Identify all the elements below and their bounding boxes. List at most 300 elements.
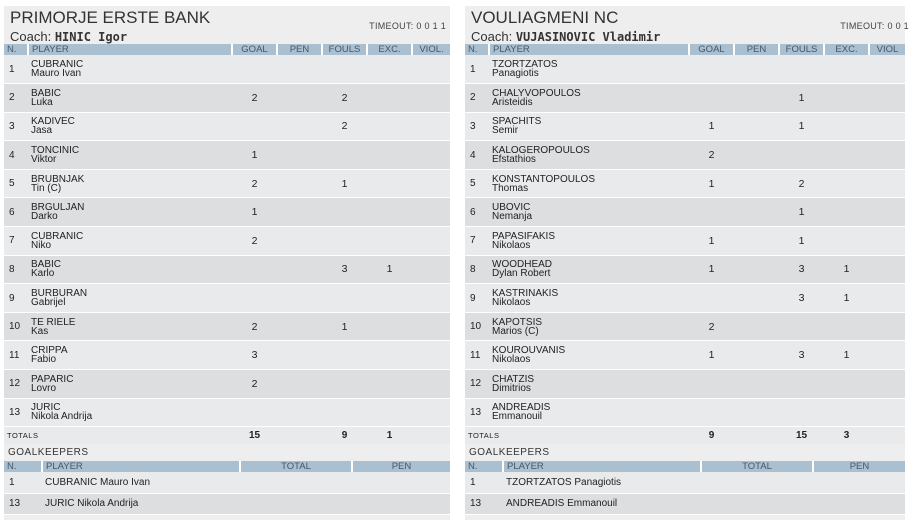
player-goal <box>232 284 277 313</box>
team-panel-away <box>465 6 909 520</box>
player-viol <box>412 227 450 256</box>
player-number: 9 <box>465 284 489 313</box>
player-exc <box>824 398 869 427</box>
gk-col-header-total: TOTAL <box>240 461 352 472</box>
player-first-name: Kas <box>31 325 49 337</box>
player-row <box>465 112 905 141</box>
player-stats-table <box>4 44 450 444</box>
player-fouls: 3 <box>779 284 824 313</box>
player-last-name: BURBURAN <box>31 288 88 300</box>
player-fouls <box>779 141 824 170</box>
player-last-name: BRUBNJAK <box>31 173 85 185</box>
player-first-name: Niko <box>31 239 52 251</box>
timeout-indicator <box>369 21 446 31</box>
player-row <box>4 227 450 256</box>
player-first-name: Fabio <box>31 354 57 366</box>
goalkeeper-number: 13 <box>465 493 503 514</box>
total-goal: 15 <box>232 427 277 444</box>
player-last-name: SPACHITS <box>492 116 542 128</box>
player-number: 10 <box>4 312 28 341</box>
totals-label: TOTALS <box>4 427 232 444</box>
col-header-player: PLAYER <box>489 44 689 55</box>
player-fouls: 3 <box>779 255 824 284</box>
player-goal: 3 <box>232 341 277 370</box>
goalkeeper-total <box>701 493 813 514</box>
goalkeeper-name: ANDREADIS Emmanouil <box>503 493 701 514</box>
player-viol <box>412 312 450 341</box>
player-name <box>489 169 689 198</box>
player-goal: 2 <box>232 84 277 113</box>
player-number: 12 <box>4 370 28 399</box>
player-fouls: 1 <box>322 169 367 198</box>
player-pen <box>734 398 779 427</box>
player-pen <box>277 255 322 284</box>
player-first-name: Darko <box>31 211 58 223</box>
player-name <box>489 312 689 341</box>
player-exc <box>824 141 869 170</box>
player-exc <box>367 169 412 198</box>
player-row <box>4 55 450 84</box>
player-number: 2 <box>465 84 489 113</box>
player-goal: 2 <box>232 312 277 341</box>
player-pen <box>734 227 779 256</box>
player-number: 7 <box>4 227 28 256</box>
col-header-number: N. <box>465 44 489 55</box>
player-first-name: Efstathios <box>492 154 536 166</box>
player-pen <box>277 55 322 84</box>
player-pen <box>734 255 779 284</box>
coach-name: VUJASINOVIC Vladimir <box>515 30 661 44</box>
player-fouls: 3 <box>779 341 824 370</box>
player-goal: 1 <box>689 227 734 256</box>
player-number: 3 <box>465 112 489 141</box>
col-header-fouls: FOULS <box>779 44 824 55</box>
goalkeeper-row <box>4 472 450 493</box>
player-viol <box>412 398 450 427</box>
player-row <box>465 84 905 113</box>
player-number: 1 <box>4 55 28 84</box>
player-exc <box>367 84 412 113</box>
timeout-label: TIMEOUT: <box>840 21 885 31</box>
goalkeepers-table <box>465 461 905 515</box>
player-name <box>28 112 232 141</box>
player-goal: 1 <box>689 112 734 141</box>
player-fouls <box>322 141 367 170</box>
player-fouls: 2 <box>779 169 824 198</box>
player-pen <box>277 227 322 256</box>
total-exc: 3 <box>824 427 869 444</box>
player-row <box>4 370 450 399</box>
total-goal: 9 <box>689 427 734 444</box>
player-name <box>28 84 232 113</box>
player-viol <box>412 341 450 370</box>
player-row <box>4 312 450 341</box>
player-pen <box>734 284 779 313</box>
gk-col-header-player: PLAYER <box>42 461 240 472</box>
coach <box>471 29 660 44</box>
player-pen <box>277 370 322 399</box>
player-goal <box>689 55 734 84</box>
timeout-values: 0 0 1 <box>887 21 909 31</box>
player-name <box>489 198 689 227</box>
player-last-name: BABIC <box>31 87 62 99</box>
goalkeeper-name: CUBRANIC Mauro Ivan <box>42 472 240 493</box>
player-goal <box>232 398 277 427</box>
player-fouls: 2 <box>322 84 367 113</box>
player-name <box>489 141 689 170</box>
player-last-name: BRGULJAN <box>31 202 85 214</box>
player-exc <box>824 227 869 256</box>
gk-col-header-total: TOTAL <box>701 461 813 472</box>
player-last-name: KOUROUVANIS <box>492 345 566 357</box>
player-first-name: Nikolaos <box>492 297 531 309</box>
player-viol <box>869 112 905 141</box>
player-exc <box>824 370 869 399</box>
player-exc <box>367 370 412 399</box>
player-first-name: Emmanouil <box>492 411 543 423</box>
player-fouls <box>322 284 367 313</box>
player-row <box>4 169 450 198</box>
player-name <box>28 55 232 84</box>
player-exc <box>367 55 412 84</box>
player-first-name: Nikola Andrija <box>31 411 93 423</box>
goalkeeper-row <box>4 493 450 514</box>
player-row <box>465 370 905 399</box>
player-first-name: Dylan Robert <box>492 268 551 280</box>
player-exc <box>824 84 869 113</box>
player-last-name: PAPARIC <box>31 373 74 385</box>
player-last-name: TZORTZATOS <box>492 59 558 71</box>
player-goal: 2 <box>232 227 277 256</box>
player-last-name: KAPOTSIS <box>492 316 543 328</box>
player-pen <box>277 198 322 227</box>
player-fouls: 3 <box>322 255 367 284</box>
player-fouls: 1 <box>779 198 824 227</box>
player-goal: 2 <box>689 312 734 341</box>
gk-col-header-number: N. <box>4 461 42 472</box>
player-first-name: Thomas <box>492 182 529 194</box>
col-header-player: PLAYER <box>28 44 232 55</box>
col-header-pen: PEN <box>734 44 779 55</box>
player-viol <box>869 227 905 256</box>
player-viol <box>869 284 905 313</box>
player-first-name: Mauro Ivan <box>31 68 82 80</box>
player-viol <box>412 255 450 284</box>
total-viol <box>869 427 905 444</box>
player-viol <box>412 370 450 399</box>
player-number: 8 <box>4 255 28 284</box>
player-pen <box>277 312 322 341</box>
totals-label: TOTALS <box>465 427 689 444</box>
player-row <box>465 141 905 170</box>
player-goal: 2 <box>232 370 277 399</box>
goalkeepers-title: GOALKEEPERS <box>8 447 89 458</box>
goalkeeper-row <box>465 472 905 493</box>
table-header <box>465 44 905 55</box>
total-pen <box>277 427 322 444</box>
goalkeeper-name: TZORTZATOS Panagiotis <box>503 472 701 493</box>
player-viol <box>412 284 450 313</box>
player-exc <box>367 341 412 370</box>
player-last-name: PAPASIFAKIS <box>492 230 555 242</box>
player-first-name: Dimitrios <box>492 382 531 394</box>
player-goal: 2 <box>232 169 277 198</box>
total-fouls: 15 <box>779 427 824 444</box>
player-fouls <box>779 55 824 84</box>
player-row <box>4 284 450 313</box>
player-fouls <box>779 370 824 399</box>
player-row <box>4 84 450 113</box>
player-viol <box>869 255 905 284</box>
player-first-name: Aristeidis <box>492 96 533 108</box>
player-row <box>465 169 905 198</box>
timeout-values: 0 0 1 1 <box>416 21 446 31</box>
player-last-name: CUBRANIC <box>31 59 84 71</box>
player-exc <box>367 198 412 227</box>
coach-label: Coach: <box>10 29 52 44</box>
player-row <box>465 227 905 256</box>
goalkeeper-row <box>465 493 905 514</box>
player-viol <box>869 84 905 113</box>
player-number: 13 <box>465 398 489 427</box>
player-last-name: CRIPPA <box>31 345 68 357</box>
player-fouls <box>779 312 824 341</box>
player-stats-table <box>465 44 905 444</box>
player-exc <box>824 312 869 341</box>
player-viol <box>869 198 905 227</box>
player-goal <box>689 370 734 399</box>
col-header-goal: GOAL <box>689 44 734 55</box>
player-last-name: TONCINIC <box>31 145 80 157</box>
player-last-name: JURIC <box>31 402 61 414</box>
player-row <box>465 284 905 313</box>
player-row <box>465 398 905 427</box>
team-name: VOULIAGMENI NC <box>471 8 619 27</box>
goalkeepers-table <box>4 461 450 515</box>
player-goal: 2 <box>689 141 734 170</box>
player-row <box>4 255 450 284</box>
player-number: 13 <box>4 398 28 427</box>
player-viol <box>869 398 905 427</box>
player-name <box>489 227 689 256</box>
total-exc: 1 <box>367 427 412 444</box>
player-name <box>28 141 232 170</box>
player-viol <box>869 312 905 341</box>
player-name <box>489 398 689 427</box>
player-fouls: 1 <box>779 84 824 113</box>
player-viol <box>412 169 450 198</box>
player-goal <box>689 398 734 427</box>
player-number: 6 <box>4 198 28 227</box>
player-fouls <box>322 55 367 84</box>
player-viol <box>869 169 905 198</box>
player-exc <box>824 198 869 227</box>
player-first-name: Jasa <box>31 125 53 137</box>
goalkeeper-total <box>701 472 813 493</box>
totals-row <box>465 427 905 444</box>
player-pen <box>277 398 322 427</box>
player-pen <box>734 55 779 84</box>
goalkeeper-total <box>240 472 352 493</box>
player-goal <box>689 198 734 227</box>
timeout-label: TIMEOUT: <box>369 21 414 31</box>
player-viol <box>412 55 450 84</box>
goalkeeper-number: 13 <box>4 493 42 514</box>
player-row <box>465 198 905 227</box>
player-number: 10 <box>465 312 489 341</box>
player-row <box>465 341 905 370</box>
player-number: 5 <box>4 169 28 198</box>
player-exc: 1 <box>824 284 869 313</box>
gk-col-header-pen: PEN <box>352 461 450 472</box>
player-exc <box>367 112 412 141</box>
goalkeeper-pen <box>352 493 450 514</box>
player-name <box>28 169 232 198</box>
goalkeeper-number: 1 <box>465 472 503 493</box>
player-pen <box>277 112 322 141</box>
player-row <box>4 198 450 227</box>
player-number: 9 <box>4 284 28 313</box>
coach-label: Coach: <box>471 29 513 44</box>
col-header-viol: VIOL. <box>412 44 450 55</box>
goalkeeper-number: 1 <box>4 472 42 493</box>
player-pen <box>734 370 779 399</box>
player-pen <box>277 284 322 313</box>
player-pen <box>277 169 322 198</box>
col-header-goal: GOAL <box>232 44 277 55</box>
player-pen <box>734 84 779 113</box>
player-exc <box>367 284 412 313</box>
gk-col-header-player: PLAYER <box>503 461 701 472</box>
table-header <box>4 44 450 55</box>
player-first-name: Luka <box>31 96 53 108</box>
player-last-name: UBOVIC <box>492 202 531 214</box>
player-last-name: KALOGEROPOULOS <box>492 145 590 157</box>
player-viol <box>412 112 450 141</box>
col-header-exc: EXC. <box>367 44 412 55</box>
player-row <box>465 312 905 341</box>
player-exc <box>367 398 412 427</box>
team-panel-home <box>4 6 450 520</box>
player-number: 12 <box>465 370 489 399</box>
player-goal: 1 <box>689 255 734 284</box>
player-exc <box>824 55 869 84</box>
gk-table-header <box>4 461 450 472</box>
player-pen <box>277 341 322 370</box>
player-row <box>4 341 450 370</box>
player-name <box>28 198 232 227</box>
player-exc <box>824 169 869 198</box>
player-fouls <box>322 370 367 399</box>
player-number: 2 <box>4 84 28 113</box>
col-header-number: N. <box>4 44 28 55</box>
player-last-name: TE RIELE <box>31 316 76 328</box>
player-number: 1 <box>465 55 489 84</box>
coach-name: HINIC Igor <box>54 30 128 44</box>
player-goal: 1 <box>232 141 277 170</box>
player-number: 5 <box>465 169 489 198</box>
player-first-name: Nemanja <box>492 211 533 223</box>
player-last-name: CHATZIS <box>492 373 535 385</box>
player-number: 4 <box>4 141 28 170</box>
player-fouls <box>322 227 367 256</box>
player-fouls <box>779 398 824 427</box>
player-viol <box>412 141 450 170</box>
player-number: 8 <box>465 255 489 284</box>
player-first-name: Nikolaos <box>492 239 531 251</box>
total-pen <box>734 427 779 444</box>
player-fouls <box>322 341 367 370</box>
player-first-name: Karlo <box>31 268 55 280</box>
coach <box>10 29 127 44</box>
player-number: 6 <box>465 198 489 227</box>
player-name <box>489 112 689 141</box>
player-name <box>28 255 232 284</box>
player-goal: 1 <box>689 341 734 370</box>
player-fouls: 2 <box>322 112 367 141</box>
player-pen <box>734 169 779 198</box>
total-viol <box>412 427 450 444</box>
player-pen <box>734 112 779 141</box>
player-number: 7 <box>465 227 489 256</box>
player-fouls: 1 <box>779 112 824 141</box>
timeout-indicator <box>840 21 909 31</box>
player-last-name: KADIVEC <box>31 116 75 128</box>
player-number: 4 <box>465 141 489 170</box>
goalkeeper-total <box>240 493 352 514</box>
player-exc <box>367 227 412 256</box>
player-goal: 1 <box>232 198 277 227</box>
player-last-name: ANDREADIS <box>492 402 551 414</box>
player-name <box>28 284 232 313</box>
player-row <box>465 255 905 284</box>
player-name <box>28 370 232 399</box>
col-header-fouls: FOULS <box>322 44 367 55</box>
player-number: 3 <box>4 112 28 141</box>
col-header-viol: VIOL <box>869 44 905 55</box>
player-name <box>28 312 232 341</box>
player-fouls: 1 <box>779 227 824 256</box>
player-row <box>4 398 450 427</box>
player-goal <box>689 84 734 113</box>
player-name <box>28 398 232 427</box>
player-name <box>28 341 232 370</box>
player-last-name: CHALYVOPOULOS <box>492 87 581 99</box>
goalkeeper-name: JURIC Nikola Andrija <box>42 493 240 514</box>
player-last-name: BABIC <box>31 259 62 271</box>
player-pen <box>734 341 779 370</box>
player-row <box>4 112 450 141</box>
player-last-name: KONSTANTOPOULOS <box>492 173 595 185</box>
goalkeeper-pen <box>352 472 450 493</box>
player-first-name: Panagiotis <box>492 68 539 80</box>
player-name <box>489 255 689 284</box>
player-pen <box>734 312 779 341</box>
total-fouls: 9 <box>322 427 367 444</box>
player-first-name: Semir <box>492 125 519 137</box>
player-viol <box>869 370 905 399</box>
player-pen <box>277 84 322 113</box>
player-viol <box>412 84 450 113</box>
goalkeeper-pen <box>813 472 905 493</box>
player-pen <box>734 141 779 170</box>
player-exc: 1 <box>367 255 412 284</box>
player-name <box>489 84 689 113</box>
player-viol <box>869 55 905 84</box>
player-row <box>4 141 450 170</box>
player-exc: 1 <box>824 341 869 370</box>
player-name <box>28 227 232 256</box>
